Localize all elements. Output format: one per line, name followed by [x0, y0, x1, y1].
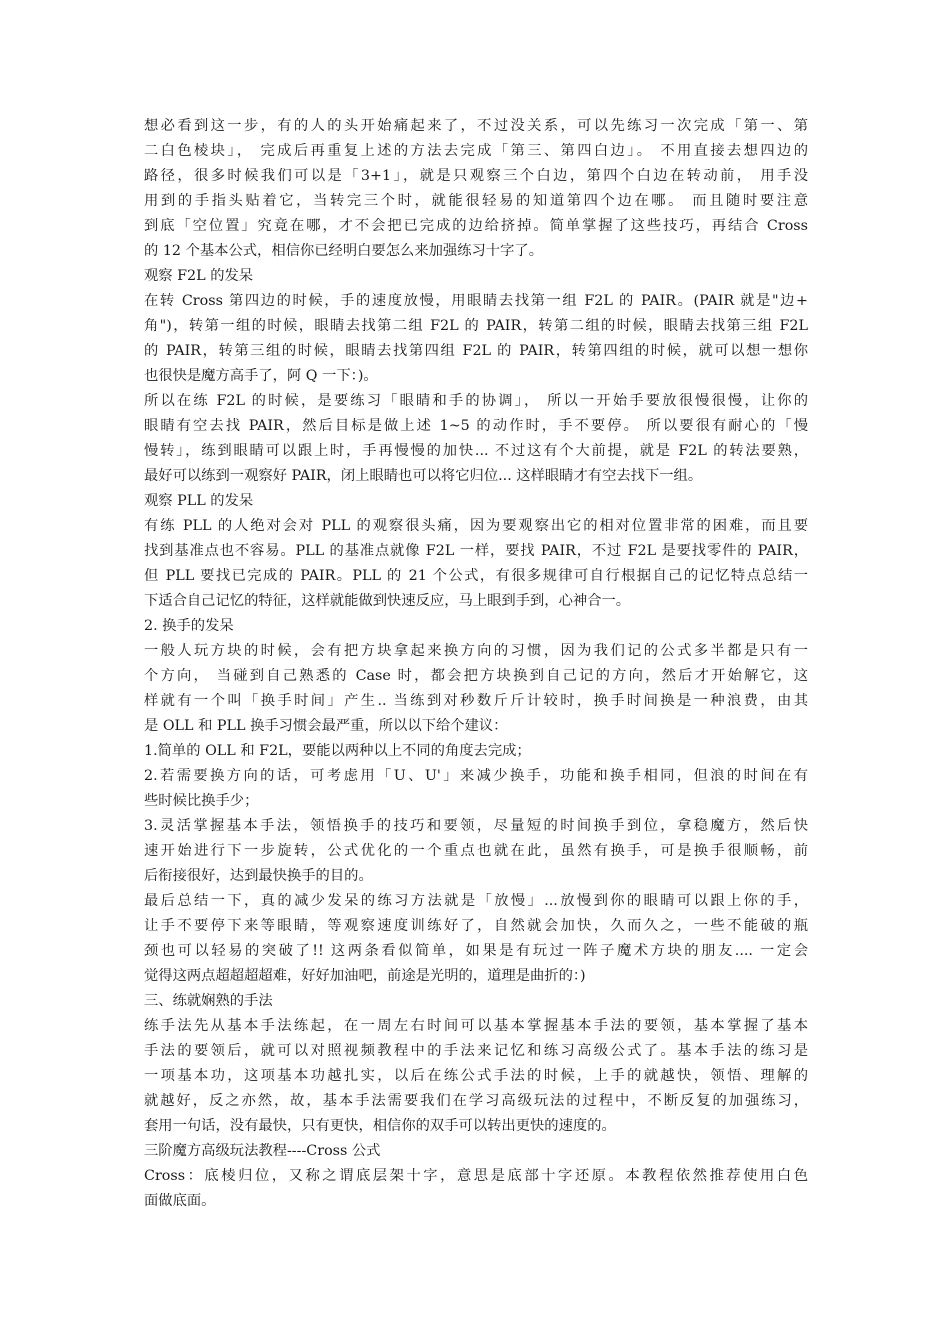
text-line: 也很快是魔方高手了，阿 Q 一下：)。	[144, 368, 378, 384]
text-line: 但 PLL 要找已完成的 PAIR。PLL 的 21 个公式，有很多规律可自行根据自己的记忆特点总结一	[144, 568, 808, 584]
document-body	[144, 114, 808, 1214]
paragraph	[144, 389, 808, 489]
heading-text: 三、练就娴熟的手法	[144, 993, 273, 1009]
section-heading	[144, 489, 808, 514]
text-line: 2.若需要换方向的话，可考虑用「U、U'」来减少换手，功能和换手相同，但浪的时间在有	[144, 768, 808, 784]
text-line: 速开始进行下一步旋转，公式优化的一个重点也就在此，虽然有换手，可是换手很顺畅，前	[144, 843, 808, 859]
text-line: 样就有一个叫「换手时间」产生.. 当练到对秒数斤斤计较时，换手时间换是一种浪费，由其	[144, 693, 808, 709]
paragraph	[144, 889, 808, 989]
section-heading	[144, 1139, 808, 1164]
text-line: Cross：底棱归位，又称之谓底层架十字，意思是底部十字还原。本教程依然推荐使用白色	[144, 1168, 808, 1184]
text-line: 到底「空位置」究竟在哪，才不会把已完成的边给挤掉。简单掌握了这些技巧，再结合 Cross	[144, 218, 808, 234]
text-line: 一般人玩方块的时候，会有把方块拿起来换方向的习惯，因为我们记的公式多半都是只有一	[144, 643, 808, 659]
text-line: 找到基准点也不容易。PLL 的基准点就像 F2L 一样，要找 PAIR，不过 F2L 是要找零件的 PAIR，	[144, 543, 808, 559]
text-line: 角")，转第一组的时候，眼睛去找第二组 F2L 的 PAIR，转第二组的时候，眼睛去找第三组 F2L	[144, 318, 808, 334]
text-line: 用到的手指头贴着它，当转完三个时，就能很轻易的知道第四个边在哪。 而且随时要注意	[144, 193, 808, 209]
heading-text: 观察 F2L 的发呆	[144, 268, 254, 284]
paragraph	[144, 639, 808, 739]
section-heading	[144, 989, 808, 1014]
text-line: 在转 Cross 第四边的时候，手的速度放慢，用眼睛去找第一组 F2L 的 PAIR。(PAIR 就是"边+	[144, 293, 808, 309]
text-line: 些时候比换手少；	[144, 793, 259, 809]
paragraph	[144, 1164, 808, 1214]
text-line: 觉得这两点超超超超难，好好加油吧，前途是光明的，道理是曲折的：)	[144, 968, 586, 984]
text-line: 3.灵活掌握基本手法，领悟换手的技巧和要领，尽量短的时间换手到位，拿稳魔方，然后快	[144, 818, 808, 834]
text-line: 手法的要领后，就可以对照视频教程中的手法来记忆和练习高级公式了。基本手法的练习是	[144, 1043, 808, 1059]
paragraph	[144, 764, 808, 814]
text-line: 练手法先从基本手法练起，在一周左右时间可以基本掌握基本手法的要领，基本掌握了基本	[144, 1018, 808, 1034]
text-line: 面做底面。	[144, 1193, 216, 1209]
text-line: 二白色棱块」， 完成后再重复上述的方法去完成「第三、第四白边」。 不用直接去想四边的	[144, 143, 808, 159]
text-line: 想必看到这一步，有的人的头开始痛起来了，不过没关系，可以先练习一次完成「第一、第	[144, 118, 808, 134]
text-line: 套用一句话，没有最快，只有更快，相信你的双手可以转出更快的速度的。	[144, 1118, 616, 1134]
text-line: 最后总结一下，真的减少发呆的练习方法就是「放慢」...放慢到你的眼睛可以跟上你的手，	[144, 893, 808, 909]
paragraph	[144, 289, 808, 389]
text-line: 让手不要停下来等眼睛，等观察速度训练好了，自然就会加快，久而久之，一些不能破的瓶	[144, 918, 808, 934]
section-heading	[144, 264, 808, 289]
text-line: 的 PAIR，转第三组的时候，眼睛去找第四组 F2L 的 PAIR，转第四组的时候，就可以想一想你	[144, 343, 808, 359]
text-line: 后衔接很好，达到最快换手的目的。	[144, 868, 373, 884]
paragraph	[144, 739, 808, 764]
section-heading	[144, 614, 808, 639]
text-line: 有练 PLL 的人绝对会对 PLL 的观察很头痛，因为要观察出它的相对位置非常的困难，而且要	[144, 518, 808, 534]
heading-text: 三阶魔方高级玩法教程----Cross 公式	[144, 1143, 381, 1159]
text-line: 路径，很多时候我们可以是「3+1」，就是只观察三个白边，第四个白边在转动前， 用手没	[144, 168, 808, 184]
text-line: 的 12 个基本公式，相信你已经明白要怎么来加强练习十字了。	[144, 243, 543, 259]
paragraph	[144, 514, 808, 614]
paragraph	[144, 1014, 808, 1139]
text-line: 下适合自己记忆的特征，这样就能做到快速反应，马上眼到手到，心神合一。	[144, 593, 631, 609]
text-line: 就越好，反之亦然，故，基本手法需要我们在学习高级玩法的过程中，不断反复的加强练习，	[144, 1093, 808, 1109]
text-line: 眼睛有空去找 PAIR，然后目标是做上述 1~5 的动作时，手不要停。 所以要很有耐心的「慢	[144, 418, 808, 434]
text-line: 颈也可以轻易的突破了!! 这两条看似简单，如果是有玩过一阵子魔术方块的朋友.... 一定会	[144, 943, 808, 959]
text-line: 慢转」，练到眼睛可以跟上时，手再慢慢的加快... 不过这有个大前提，就是 F2L 的转法要熟，	[144, 443, 808, 459]
text-line: 是 OLL 和 PLL 换手习惯会最严重，所以以下给个建议：	[144, 718, 508, 734]
heading-text: 2. 换手的发呆	[144, 618, 234, 634]
heading-text: 观察 PLL 的发呆	[144, 493, 254, 509]
text-line: 最好可以练到一观察好 PAIR，闭上眼睛也可以将它归位... 这样眼睛才有空去找下一组。	[144, 468, 703, 484]
paragraph	[144, 114, 808, 264]
paragraph	[144, 814, 808, 889]
text-line: 个方向， 当碰到自己熟悉的 Case 时，都会把方块换到自己记的方向，然后才开始解它，这	[144, 668, 808, 684]
text-line: 一项基本功，这项基本功越扎实，以后在练公式手法的时候，上手的就越快，领悟、理解的	[144, 1068, 808, 1084]
text-line: 1.简单的 OLL 和 F2L，要能以两种以上不同的角度去完成；	[144, 743, 531, 759]
text-line: 所以在练 F2L 的时候，是要练习「眼睛和手的协调」， 所以一开始手要放很慢很慢，让你的	[144, 393, 808, 409]
